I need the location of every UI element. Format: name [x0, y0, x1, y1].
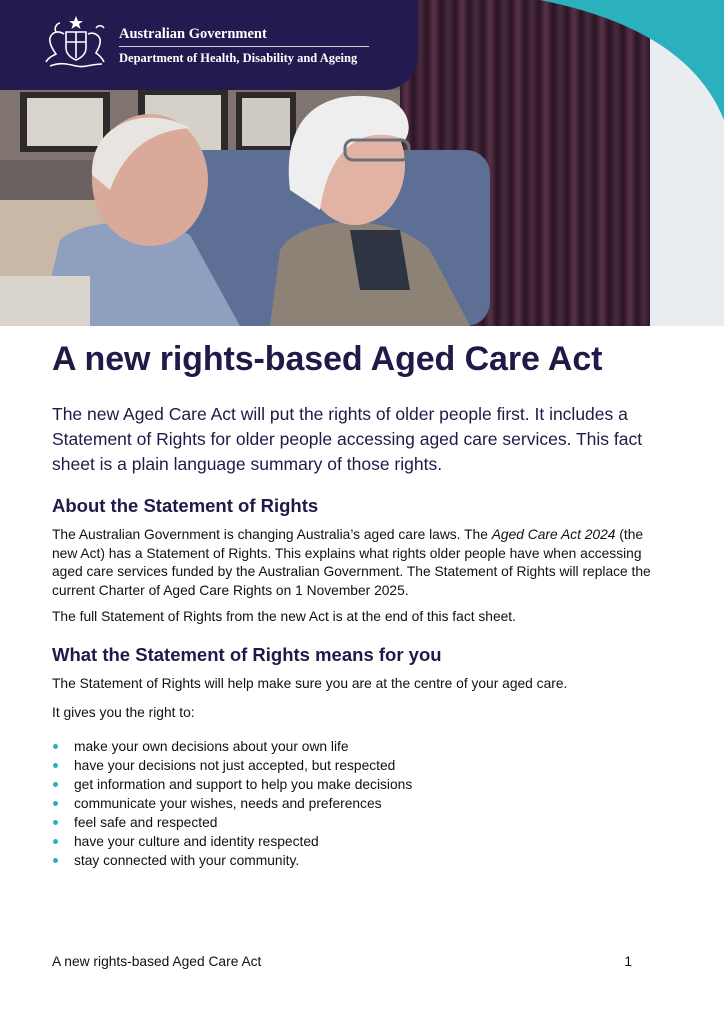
department-name: Department of Health, Disability and Ageing — [119, 51, 358, 65]
heading-about-statement: About the Statement of Rights — [52, 495, 319, 516]
page-title: A new rights-based Aged Care Act — [52, 340, 603, 378]
list-item: get information and support to help you make decisions — [52, 775, 672, 794]
rights-list — [52, 737, 672, 870]
page-footer — [52, 954, 632, 969]
list-item: stay connected with your community. — [52, 851, 672, 870]
footer-title: A new rights-based Aged Care Act — [52, 954, 262, 969]
fact-sheet-body — [52, 336, 672, 870]
about-paragraph-2: The full Statement of Rights from the new Act is at the end of this fact sheet. — [52, 609, 516, 624]
heading-what-it-means: What the Statement of Rights means for you — [52, 643, 442, 665]
list-item: feel safe and respected — [52, 813, 672, 832]
means-paragraph-2: It gives you the right to: — [52, 705, 195, 720]
about-text: The Australian Government is changing Australia’s aged care laws. The — [52, 527, 492, 542]
government-banner — [0, 0, 418, 90]
list-item: communicate your wishes, needs and preferences — [52, 794, 672, 813]
commonwealth-coat-of-arms-icon — [40, 12, 112, 72]
about-paragraph-1 — [52, 526, 672, 600]
page-number: 1 — [624, 954, 632, 969]
list-item: have your culture and identity respected — [52, 832, 672, 851]
banner-divider — [119, 46, 369, 47]
list-item: make your own decisions about your own life — [52, 737, 672, 756]
list-item: have your decisions not just accepted, but respected — [52, 756, 672, 775]
about-text-continued: (the new Act) has a Statement of Rights. This explains what rights older people have when accessing aged care services funded by the Australian Government. The Statement of Rights will replace the current Charter of Aged Care Rights on 1 November 2025. — [52, 527, 651, 598]
act-name: Aged Care Act 2024 — [491, 527, 616, 542]
means-paragraph-1: The Statement of Rights will help make sure you are at the centre of your aged care. — [52, 675, 568, 691]
government-name: Australian Government — [119, 26, 267, 42]
intro-paragraph: The new Aged Care Act will put the rights of older people first. It includes a Statement of Rights for older people accessing aged care services. This fact sheet is a plain language summary of those rights. — [52, 404, 643, 474]
